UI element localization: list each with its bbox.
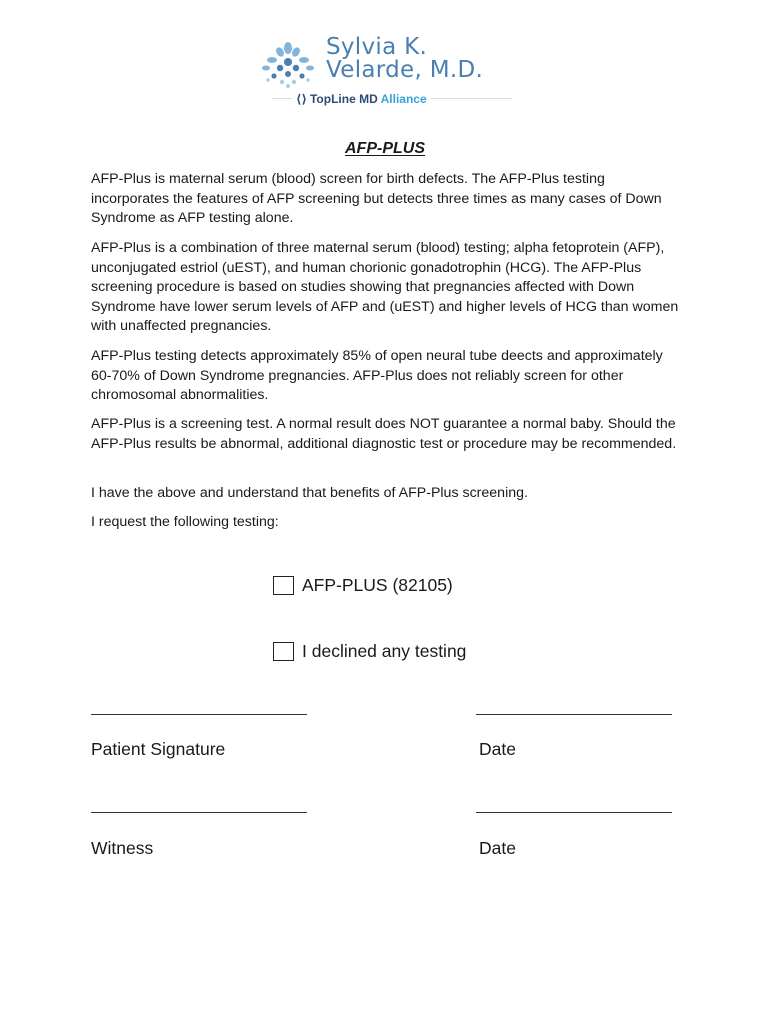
alliance-chevron-icon: ⟨⟩	[296, 92, 307, 106]
paragraph-screening: AFP-Plus is a screening test. A normal result does NOT guarantee a normal baby. Should the AFP-Plus results be abnormal, additional diagnostic test or procedure may be recommended.	[91, 416, 677, 452]
practice-name-line2: Velarde, M.D.	[326, 57, 484, 83]
document-title: AFP-PLUS	[345, 140, 425, 157]
flower-logo-icon	[258, 40, 318, 90]
date-line-1[interactable]	[476, 713, 672, 715]
witness-signature-line[interactable]	[91, 811, 307, 813]
paragraph-intro: AFP-Plus is maternal serum (blood) screen for birth defects. The AFP-Plus testing incorporates the features of AFP screening but detects three times as many cases of Down Syndrome as AFP testing alone.	[91, 171, 662, 227]
paragraph-detection: AFP-Plus testing detects approximately 85% of open neural tube deects and approximately 60-70% of Down Syndrome pregnancies. AFP-Plus does not reliably screen for other chromosomal abnormalities.	[91, 348, 663, 404]
patient-signature-label: Patient Signature	[91, 739, 226, 759]
decline-testing-checkbox[interactable]	[273, 642, 294, 661]
option-decline-testing[interactable]	[273, 639, 466, 663]
decline-testing-label: I declined any testing	[302, 640, 467, 661]
paragraph-request: I request the following testing:	[91, 514, 279, 530]
paragraph-acknowledgement: I have the above and understand that benefits of AFP-Plus screening.	[91, 485, 528, 501]
alliance-name: TopLine MD	[309, 92, 378, 106]
practice-name	[326, 36, 483, 82]
patient-signature-line[interactable]	[91, 713, 307, 715]
afp-plus-checkbox[interactable]	[273, 576, 294, 595]
witness-label: Witness	[91, 838, 154, 858]
paragraph-combination: AFP-Plus is a combination of three maternal serum (blood) testing; alpha fetoprotein (AFP), unconjugated estriol (uEST), and human chorionic gonadotrophin (HCG). The AFP-Plus screening procedure is based on studies showing that pregnancies affected with Down Syndrome have lower serum levels of AFP and (uEST) and higher levels of HCG than women with unaffected pregnancies.	[91, 240, 679, 335]
practice-name-line1: Sylvia K.	[326, 34, 428, 60]
practice-logo	[258, 36, 518, 116]
alliance-word: Alliance	[380, 92, 427, 106]
option-afp-plus[interactable]	[273, 573, 453, 597]
date-line-2[interactable]	[476, 811, 672, 813]
alliance-badge	[292, 92, 431, 106]
date-label-1: Date	[479, 739, 516, 759]
date-label-2: Date	[479, 838, 516, 858]
afp-plus-label: AFP-PLUS (82105)	[302, 574, 453, 595]
